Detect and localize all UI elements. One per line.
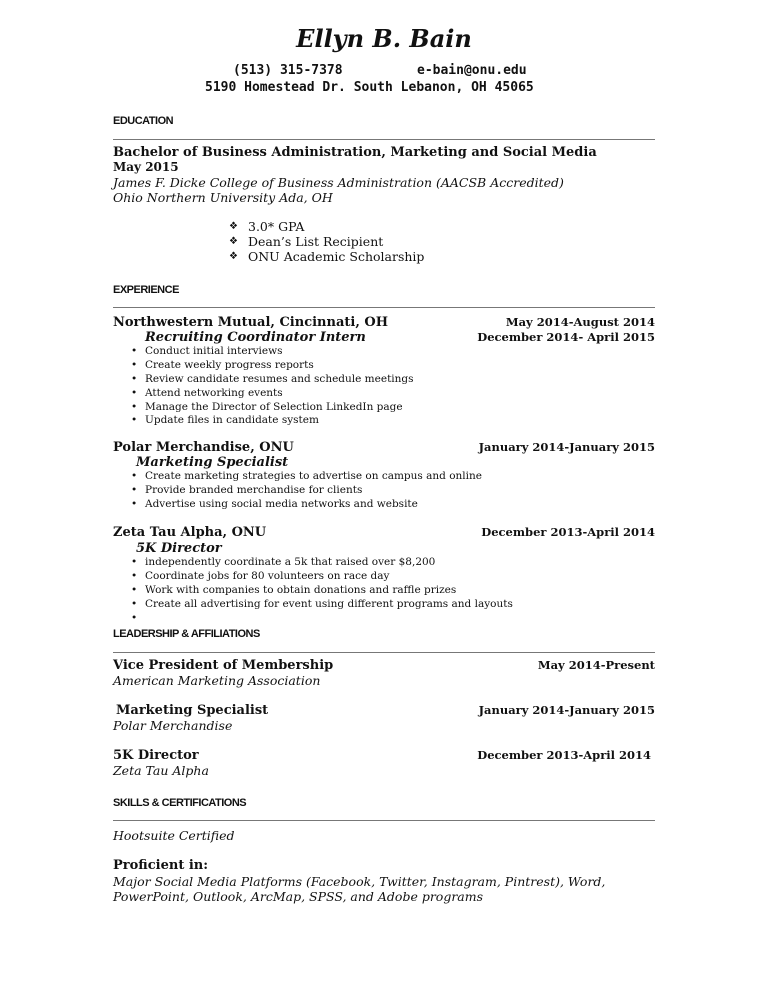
university: Ohio Northern University Ada, OH: [113, 190, 333, 205]
graduation-date: May 2015: [113, 160, 179, 174]
address: 5190 Homestead Dr. South Lebanon, OH 45065: [205, 80, 534, 95]
role-dates: January 2014-January 2015: [478, 703, 655, 717]
highlight-item: ❖ 3.0* GPA: [248, 219, 304, 234]
job-title: Marketing Specialist: [136, 455, 289, 470]
highlight-item: ❖ Dean’s List Recipient: [248, 234, 383, 249]
job-org: Polar Merchandise, ONU: [113, 440, 294, 455]
skills-heading: SKILLS & CERTIFICATIONS: [113, 797, 247, 809]
job-bullet: • Attend networking events: [145, 386, 283, 400]
degree: Bachelor of Business Administration, Marketing and Social Media: [113, 145, 597, 160]
job-bullet: • Create marketing strategies to advertise on campus and online: [145, 469, 482, 483]
email: e-bain@onu.edu: [417, 63, 527, 78]
proficient-line: Major Social Media Platforms (Facebook, Twitter, Instagram, Pintrest), Word,: [113, 874, 606, 889]
college: James F. Dicke College of Business Administration (AACSB Accredited): [113, 175, 564, 190]
job-org: Zeta Tau Alpha, ONU: [113, 525, 267, 540]
job-bullet: • Create all advertising for event using different programs and layouts: [145, 597, 513, 611]
divider: [113, 652, 655, 653]
phone: (513) 315-7378: [233, 63, 343, 78]
job-bullet: • Work with companies to obtain donations and raffle prizes: [145, 583, 456, 597]
certification: Hootsuite Certified: [113, 828, 235, 843]
candidate-name: Ellyn B. Bain: [296, 24, 472, 53]
leadership-heading: LEADERSHIP & AFFILIATIONS: [113, 628, 260, 640]
job-bullet: • independently coordinate a 5k that raised over $8,200: [145, 555, 435, 569]
job-dates: January 2014-January 2015: [478, 440, 655, 454]
job-bullet: • Conduct initial interviews: [145, 344, 283, 358]
proficient-label: Proficient in:: [113, 858, 209, 873]
role-dates: May 2014-Present: [537, 658, 655, 672]
job-bullet: • Create weekly progress reports: [145, 358, 314, 372]
education-heading: EDUCATION: [113, 115, 174, 127]
job-dates: December 2014- April 2015: [477, 330, 655, 344]
job-dates: December 2013-April 2014: [481, 525, 655, 539]
role-title: Marketing Specialist: [116, 703, 269, 718]
role-title: Vice President of Membership: [113, 658, 334, 673]
job-bullet: • Manage the Director of Selection LinkedIn page: [145, 400, 403, 414]
proficient-line: PowerPoint, Outlook, ArcMap, SPSS, and Adobe programs: [113, 889, 484, 904]
role-title: 5K Director: [113, 748, 199, 763]
role-dates: December 2013-April 2014: [477, 748, 651, 762]
divider: [113, 820, 655, 821]
job-bullet: • Provide branded merchandise for clients: [145, 483, 362, 497]
job-dates: May 2014-August 2014: [505, 315, 655, 329]
job-bullet: • Review candidate resumes and schedule meetings: [145, 372, 414, 386]
job-bullet: • Update files in candidate system: [145, 413, 319, 427]
job-bullet: • Advertise using social media networks and website: [145, 497, 418, 511]
divider: [113, 307, 655, 308]
job-org: Northwestern Mutual, Cincinnati, OH: [113, 315, 388, 330]
job-title: Recruiting Coordinator Intern: [145, 330, 366, 345]
experience-heading: EXPERIENCE: [113, 284, 179, 296]
job-bullet: • Coordinate jobs for 80 volunteers on race day: [145, 569, 389, 583]
role-org: Zeta Tau Alpha: [113, 763, 209, 778]
divider: [113, 139, 655, 140]
role-org: American Marketing Association: [113, 673, 321, 688]
role-org: Polar Merchandise: [113, 718, 233, 733]
job-title: 5K Director: [136, 541, 222, 556]
highlight-item: ❖ ONU Academic Scholarship: [248, 249, 424, 264]
